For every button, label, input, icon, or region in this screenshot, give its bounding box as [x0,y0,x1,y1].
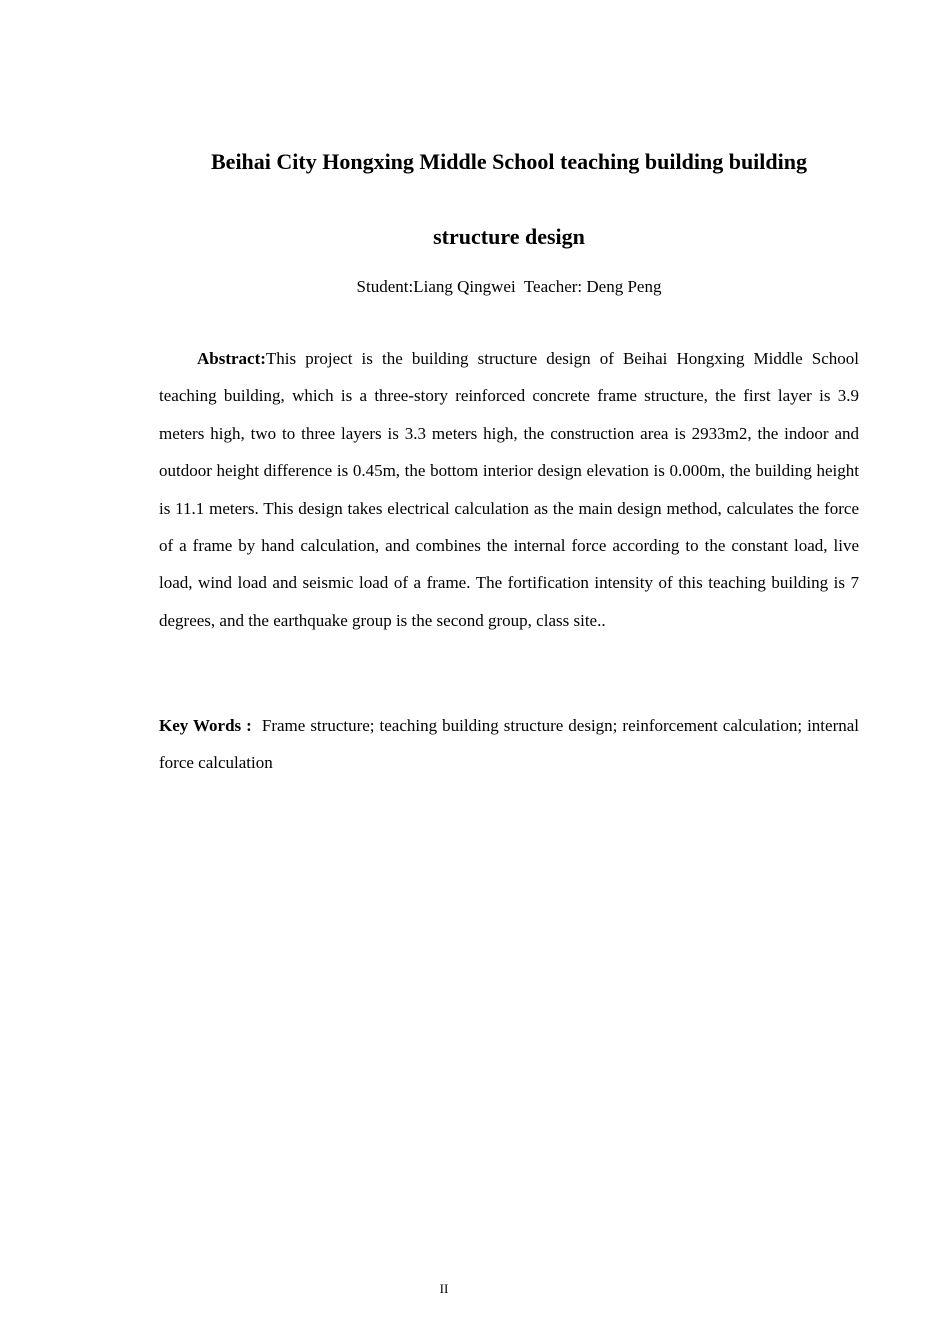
author-byline: Student:Liang Qingwei Teacher: Deng Peng [356,277,662,296]
keywords-label: Key Words : [159,716,252,735]
keywords-text: Frame structure; teaching building structure design; reinforcement calculation; internal force calculation [159,716,860,773]
page-number: II [439,1281,449,1296]
abstract-text: This project is the building structure design of Beihai Hongxing Middle School teaching building, which is a three-story reinforced concrete frame structure, the first layer is 3.9 meters high, two to three layers is 3.3 meters high, the construction area is 2933m2, the indoor and outdoor height difference is 0.45m, the bottom interior design elevation is 0.000m, the building height is 11.1 meters. This design takes electrical calculation as the main design method, calculates the force of a frame by hand calculation, and combines the internal force according to the constant load, live load, wind load and seismic load of a frame. The fortification intensity of this teaching building is 7 degrees, and the earthquake group is the second group, class site.. [159,349,859,630]
abstract-paragraph [159,340,859,639]
document-title-line-1: Beihai City Hongxing Middle School teaching building building [211,149,807,174]
abstract-label: Abstract: [197,349,266,368]
document-title-line-2: structure design [433,224,585,249]
keywords-paragraph [159,707,859,782]
